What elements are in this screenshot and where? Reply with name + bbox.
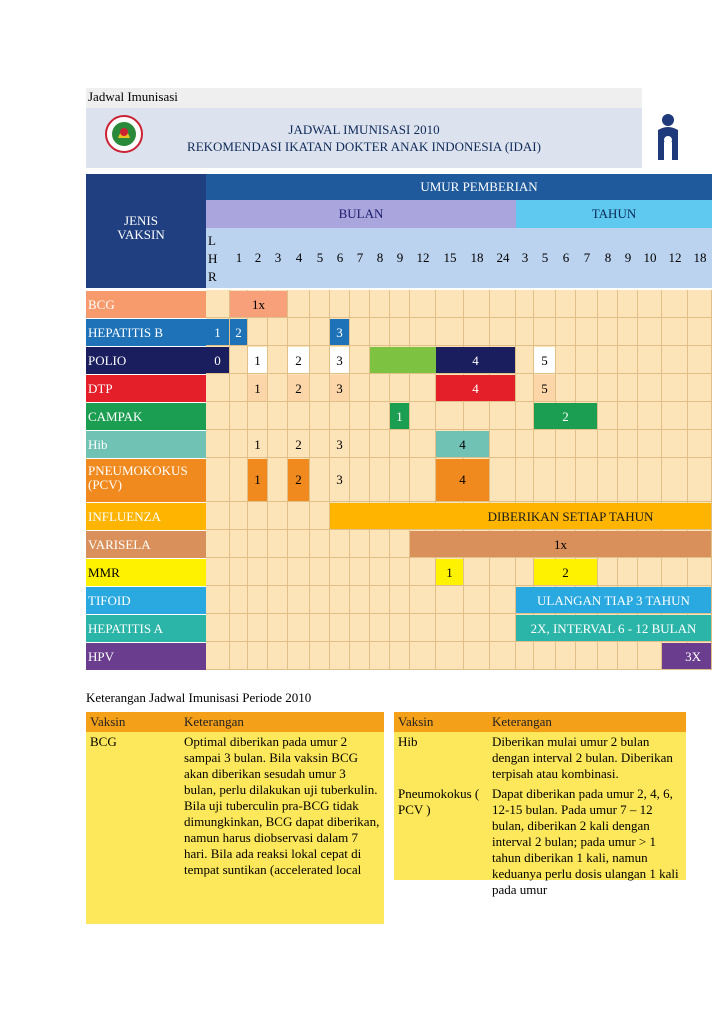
vaccine-name: TIFOID xyxy=(86,586,206,614)
schedule-cell xyxy=(436,586,464,614)
vaccine-name: CAMPAK xyxy=(86,402,206,430)
schedule-cell xyxy=(464,402,490,430)
schedule-cell xyxy=(436,614,464,642)
schedule-cell xyxy=(310,402,330,430)
schedule-cell xyxy=(288,614,310,642)
schedule-cell xyxy=(310,558,330,586)
schedule-cell xyxy=(688,346,712,374)
schedule-cell xyxy=(618,346,638,374)
schedule-cell xyxy=(618,290,638,318)
schedule-cell xyxy=(288,642,310,670)
schedule-cell xyxy=(390,558,410,586)
dose-mark: 3X xyxy=(662,643,711,669)
keterangan-table-left xyxy=(86,712,384,924)
schedule-cell xyxy=(618,430,638,458)
vaksin-cell: Pneumokokus ( PCV ) xyxy=(394,784,488,880)
schedule-cell xyxy=(688,430,712,458)
age-label: 6 xyxy=(562,250,570,265)
idai-logo-icon xyxy=(104,112,144,162)
schedule-cell xyxy=(230,402,248,430)
schedule-cell xyxy=(268,530,288,558)
schedule-cell xyxy=(464,558,490,586)
schedule-banner xyxy=(86,108,642,168)
schedule-cell xyxy=(350,290,370,318)
schedule-cell xyxy=(516,374,534,402)
schedule-cell xyxy=(310,642,330,670)
schedule-cell xyxy=(350,642,370,670)
schedule-cell xyxy=(350,458,370,502)
schedule-cell xyxy=(310,502,330,530)
dose-mark: 3 xyxy=(330,375,349,401)
schedule-cell xyxy=(598,346,618,374)
dose-mark: 3 xyxy=(330,319,349,345)
schedule-cell xyxy=(638,558,662,586)
schedule-cell xyxy=(206,530,230,558)
col-keterangan-header: Keterangan xyxy=(180,712,384,732)
age-label: 18 xyxy=(693,250,707,265)
schedule-cell xyxy=(350,614,370,642)
dose-mark: 1 xyxy=(248,375,267,401)
schedule-cell xyxy=(230,374,248,402)
schedule-cell xyxy=(618,374,638,402)
schedule-cell xyxy=(556,318,576,346)
schedule-cell xyxy=(370,558,390,586)
age-label: 6 xyxy=(336,250,344,265)
schedule-cell xyxy=(490,558,516,586)
schedule-cell xyxy=(248,586,268,614)
schedule-cell xyxy=(516,346,534,374)
schedule-cell xyxy=(268,430,288,458)
schedule-cell xyxy=(464,586,490,614)
schedule-cell xyxy=(370,402,390,430)
schedule-cell xyxy=(370,318,390,346)
schedule-cell xyxy=(556,374,576,402)
schedule-cell xyxy=(350,530,370,558)
schedule-cell xyxy=(490,614,516,642)
age-label: 7 xyxy=(583,250,591,265)
schedule-cell xyxy=(464,318,490,346)
schedule-cell xyxy=(330,586,350,614)
schedule-cell xyxy=(206,558,230,586)
schedule-cell xyxy=(516,318,534,346)
schedule-cell xyxy=(350,402,370,430)
dose-mark: 5 xyxy=(534,347,555,373)
schedule-cell xyxy=(598,642,618,670)
dose-mark: 4 xyxy=(436,431,489,457)
schedule-cell xyxy=(516,402,534,430)
schedule-cell xyxy=(598,430,618,458)
vaccine-name: INFLUENZA xyxy=(86,502,206,530)
mother-child-icon xyxy=(648,112,688,164)
age-label: 3 xyxy=(274,250,282,265)
schedule-cell xyxy=(288,558,310,586)
dose-mark: 1x xyxy=(230,291,287,317)
schedule-cell xyxy=(490,290,516,318)
dose-mark: 5 xyxy=(534,375,555,401)
schedule-cell xyxy=(370,614,390,642)
schedule-cell xyxy=(370,290,390,318)
vaccine-name: MMR xyxy=(86,558,206,586)
schedule-cell xyxy=(618,402,638,430)
schedule-cell xyxy=(310,430,330,458)
age-label: 2 xyxy=(254,250,262,265)
schedule-cell xyxy=(638,642,662,670)
schedule-cell xyxy=(230,502,248,530)
schedule-cell xyxy=(688,318,712,346)
schedule-cell xyxy=(390,458,410,502)
vaccine-name: HEPATITIS B xyxy=(86,318,206,346)
schedule-cell xyxy=(662,290,688,318)
schedule-cell xyxy=(688,458,712,502)
schedule-cell xyxy=(662,402,688,430)
age-label: 5 xyxy=(541,250,549,265)
schedule-cell xyxy=(310,458,330,502)
schedule-cell xyxy=(464,290,490,318)
schedule-cell xyxy=(598,374,618,402)
schedule-cell xyxy=(410,558,436,586)
keterangan-text: Optimal diberikan pada umur 2 sampai 3 bulan. Bila vaksin BCG akan diberikan sesudah umur 3 bulan, perlu dilakukan uji tuberkulin. Bila uji tuberculin pra-BCG tidak dimungkinkan, BCG dapat diberikan, namun harus diobservasi dalam 7 hari. Bila ada reaksi lokal cepat di tempat suntikan (accelerated local xyxy=(184,734,380,877)
schedule-cell xyxy=(410,642,436,670)
schedule-cell xyxy=(490,318,516,346)
schedule-cell xyxy=(350,430,370,458)
schedule-cell xyxy=(230,346,248,374)
keterangan-cell: Diberikan mulai umur 2 bulan dengan interval 2 bulan. Diberikan terpisah atau kombinasi. xyxy=(488,732,686,784)
schedule-cell xyxy=(268,458,288,502)
schedule-cell xyxy=(370,642,390,670)
schedule-cell xyxy=(556,642,576,670)
schedule-cell xyxy=(288,290,310,318)
age-label: 12 xyxy=(416,250,430,265)
schedule-cell xyxy=(516,290,534,318)
schedule-cell xyxy=(638,290,662,318)
age-label: 4 xyxy=(295,250,303,265)
schedule-cell xyxy=(464,614,490,642)
schedule-cell xyxy=(598,318,618,346)
schedule-cell xyxy=(310,290,330,318)
dose-mark: 3 xyxy=(330,347,349,373)
schedule-cell xyxy=(390,318,410,346)
vaccine-name: PNEUMOKOKUS (PCV) xyxy=(86,458,206,502)
schedule-cell xyxy=(638,402,662,430)
schedule-cell xyxy=(206,614,230,642)
schedule-cell xyxy=(576,318,598,346)
age-label: 12 xyxy=(668,250,682,265)
dose-mark: 1 xyxy=(390,403,409,429)
dose-mark: DIBERIKAN SETIAP TAHUN xyxy=(330,503,711,529)
schedule-cell xyxy=(390,614,410,642)
banner-title: JADWAL IMUNISASI 2010 xyxy=(288,122,440,137)
schedule-cell xyxy=(638,430,662,458)
schedule-cell xyxy=(330,402,350,430)
schedule-cell xyxy=(490,458,516,502)
schedule-cell xyxy=(248,530,268,558)
schedule-cell xyxy=(310,346,330,374)
schedule-cell xyxy=(230,558,248,586)
schedule-cell xyxy=(410,318,436,346)
schedule-cell xyxy=(230,586,248,614)
age-label: 8 xyxy=(376,250,384,265)
schedule-cell xyxy=(516,642,534,670)
dose-mark: 0 xyxy=(206,347,229,373)
schedule-cell xyxy=(662,458,688,502)
schedule-cell xyxy=(638,318,662,346)
schedule-cell xyxy=(490,430,516,458)
schedule-cell xyxy=(288,586,310,614)
col-vaksin-header: Vaksin xyxy=(394,712,488,732)
age-label: 9 xyxy=(396,250,404,265)
keterangan-title: Keterangan Jadwal Imunisasi Periode 2010 xyxy=(86,690,312,705)
schedule-cell xyxy=(436,402,464,430)
schedule-cell xyxy=(268,558,288,586)
keterangan-text: Dapat diberikan pada umur 2, 4, 6, 12-15 bulan. Pada umur 7 – 12 bulan, diberikan 2 kali dengan interval 2 bulan; pada umur > 1 tahun diberikan 1 kali, namun keduanya perlu dosis ulangan 1 kali pada umur xyxy=(492,786,679,897)
age-label: 5 xyxy=(316,250,324,265)
schedule-cell xyxy=(268,346,288,374)
schedule-cell xyxy=(390,586,410,614)
schedule-cell xyxy=(330,290,350,318)
schedule-cell xyxy=(410,374,436,402)
schedule-cell xyxy=(268,402,288,430)
schedule-cell xyxy=(618,558,638,586)
schedule-cell xyxy=(206,502,230,530)
schedule-cell xyxy=(230,642,248,670)
schedule-cell xyxy=(576,430,598,458)
schedule-cell xyxy=(556,346,576,374)
schedule-cell xyxy=(268,642,288,670)
schedule-cell xyxy=(206,642,230,670)
schedule-cell xyxy=(410,402,436,430)
schedule-cell xyxy=(410,430,436,458)
schedule-cell xyxy=(618,318,638,346)
schedule-cell xyxy=(310,374,330,402)
schedule-cell xyxy=(370,458,390,502)
schedule-cell xyxy=(638,346,662,374)
schedule-cell xyxy=(688,558,712,586)
schedule-cell xyxy=(534,430,556,458)
schedule-cell xyxy=(662,346,688,374)
dose-mark: 2 xyxy=(288,459,309,501)
umur-header: UMUR PEMBERIAN xyxy=(206,174,712,200)
vaccine-name: HEPATITIS A xyxy=(86,614,206,642)
schedule-cell xyxy=(688,402,712,430)
dose-mark: 3 xyxy=(330,431,349,457)
schedule-cell xyxy=(490,586,516,614)
dose-mark: 2 xyxy=(534,559,597,585)
bulan-header: BULAN xyxy=(206,200,516,228)
schedule-cell xyxy=(390,642,410,670)
vaksin-cell: BCG xyxy=(86,732,180,924)
schedule-cell xyxy=(516,558,534,586)
banner-subtitle: REKOMENDASI IKATAN DOKTER ANAK INDONESIA (IDAI) xyxy=(187,139,541,154)
schedule-cell xyxy=(310,530,330,558)
schedule-cell xyxy=(556,290,576,318)
lhr-label: L H R xyxy=(208,233,218,284)
schedule-cell xyxy=(330,558,350,586)
schedule-cell xyxy=(350,586,370,614)
schedule-cell xyxy=(490,402,516,430)
schedule-cell xyxy=(248,502,268,530)
schedule-cell xyxy=(248,402,268,430)
schedule-cell xyxy=(288,530,310,558)
schedule-cell xyxy=(534,642,556,670)
schedule-cell xyxy=(534,318,556,346)
dose-mark: 1 xyxy=(248,431,267,457)
schedule-cell xyxy=(436,290,464,318)
schedule-cell xyxy=(638,458,662,502)
schedule-cell xyxy=(310,318,330,346)
schedule-cell xyxy=(230,430,248,458)
age-label: 9 xyxy=(624,250,632,265)
schedule-cell xyxy=(350,374,370,402)
schedule-cell xyxy=(288,402,310,430)
schedule-cell xyxy=(248,558,268,586)
schedule-cell xyxy=(370,430,390,458)
schedule-cell xyxy=(618,642,638,670)
schedule-cell xyxy=(410,614,436,642)
schedule-cell xyxy=(490,642,516,670)
age-label: 15 xyxy=(443,250,457,265)
vaccine-name: VARISELA xyxy=(86,530,206,558)
age-label: 1 xyxy=(235,250,243,265)
dose-mark: 4 xyxy=(436,347,515,373)
schedule-cell xyxy=(330,530,350,558)
schedule-cell xyxy=(248,614,268,642)
schedule-cell xyxy=(206,402,230,430)
schedule-cell xyxy=(516,458,534,502)
schedule-cell xyxy=(688,290,712,318)
schedule-cell xyxy=(330,614,350,642)
age-label: 10 xyxy=(643,250,657,265)
dose-mark: 1 xyxy=(248,459,267,501)
dose-mark: 1 xyxy=(248,347,267,373)
schedule-cell xyxy=(576,374,598,402)
schedule-cell xyxy=(206,458,230,502)
schedule-cell xyxy=(662,430,688,458)
schedule-cell xyxy=(230,614,248,642)
schedule-cell xyxy=(206,290,230,318)
schedule-cell xyxy=(410,586,436,614)
schedule-cell xyxy=(350,318,370,346)
schedule-cell xyxy=(370,530,390,558)
schedule-cell xyxy=(248,642,268,670)
vaksin-cell: Hib xyxy=(394,732,488,784)
schedule-cell xyxy=(330,642,350,670)
dose-mark: 2X, INTERVAL 6 - 12 BULAN xyxy=(516,615,711,641)
schedule-cell xyxy=(556,430,576,458)
vaccine-name: DTP xyxy=(86,374,206,402)
schedule-cell xyxy=(576,642,598,670)
schedule-cell xyxy=(662,374,688,402)
schedule-cell xyxy=(516,430,534,458)
dose-mark: ULANGAN TIAP 3 TAHUN xyxy=(516,587,711,613)
dose-mark: 1 xyxy=(436,559,463,585)
schedule-cell xyxy=(268,502,288,530)
vaccine-name: HPV xyxy=(86,642,206,670)
age-label: 8 xyxy=(604,250,612,265)
dose-mark: 2 xyxy=(534,403,597,429)
schedule-cell xyxy=(310,586,330,614)
schedule-cell xyxy=(206,430,230,458)
age-label: 3 xyxy=(521,250,529,265)
schedule-cell xyxy=(370,374,390,402)
dose-mark: 1 xyxy=(206,319,229,345)
schedule-cell xyxy=(268,586,288,614)
schedule-cell xyxy=(288,318,310,346)
vaccine-name: Hib xyxy=(86,430,206,458)
schedule-cell xyxy=(576,458,598,502)
dose-mark: 2 xyxy=(288,431,309,457)
page-title: Jadwal Imunisasi xyxy=(86,88,642,108)
dose-mark: 4 xyxy=(436,375,515,401)
dose-mark: 4 xyxy=(436,459,489,501)
schedule-cell xyxy=(230,458,248,502)
schedule-cell xyxy=(390,430,410,458)
schedule-cell xyxy=(534,458,556,502)
schedule-cell xyxy=(230,530,248,558)
schedule-cell xyxy=(662,318,688,346)
schedule-cell xyxy=(598,558,618,586)
schedule-cell xyxy=(310,614,330,642)
schedule-cell xyxy=(598,402,618,430)
schedule-cell xyxy=(598,458,618,502)
schedule-cell xyxy=(410,290,436,318)
vaccine-name: POLIO xyxy=(86,346,206,374)
schedule-cell xyxy=(464,642,490,670)
schedule-cell xyxy=(436,318,464,346)
schedule-cell xyxy=(390,374,410,402)
dose-mark: 2 xyxy=(230,319,247,345)
schedule-cell xyxy=(576,346,598,374)
schedule-cell xyxy=(576,290,598,318)
vaksin-header-label: JENIS VAKSIN xyxy=(117,213,165,242)
schedule-cell xyxy=(206,374,230,402)
dose-mark: 1x xyxy=(410,531,711,557)
keterangan-table-right xyxy=(394,712,686,897)
age-label: 7 xyxy=(356,250,364,265)
schedule-cell xyxy=(288,502,310,530)
schedule-cell xyxy=(534,290,556,318)
schedule-cell xyxy=(688,374,712,402)
schedule-cell xyxy=(206,586,230,614)
schedule-cell xyxy=(556,458,576,502)
age-label: 24 xyxy=(496,250,510,265)
tahun-header: TAHUN xyxy=(516,200,712,228)
schedule-cell xyxy=(248,318,268,346)
schedule-cell xyxy=(268,614,288,642)
schedule-cell xyxy=(268,318,288,346)
schedule-cell xyxy=(370,586,390,614)
schedule-cell xyxy=(350,346,370,374)
dose-mark: 2 xyxy=(288,347,309,373)
schedule-cell xyxy=(350,558,370,586)
vaccine-name: BCG xyxy=(86,290,206,318)
schedule-cell xyxy=(618,458,638,502)
col-vaksin-header: Vaksin xyxy=(86,712,180,732)
schedule-cell xyxy=(410,458,436,502)
schedule-cell xyxy=(268,374,288,402)
schedule-cell xyxy=(436,642,464,670)
dose-mark: 2 xyxy=(288,375,309,401)
schedule-cell xyxy=(638,374,662,402)
schedule-cell xyxy=(390,530,410,558)
dose-mark: 3 xyxy=(330,459,349,501)
schedule-cell xyxy=(390,290,410,318)
keterangan-cell xyxy=(180,732,384,924)
schedule-cell xyxy=(662,558,688,586)
age-label: 18 xyxy=(470,250,484,265)
schedule-cell xyxy=(598,290,618,318)
col-keterangan-header: Keterangan xyxy=(488,712,686,732)
